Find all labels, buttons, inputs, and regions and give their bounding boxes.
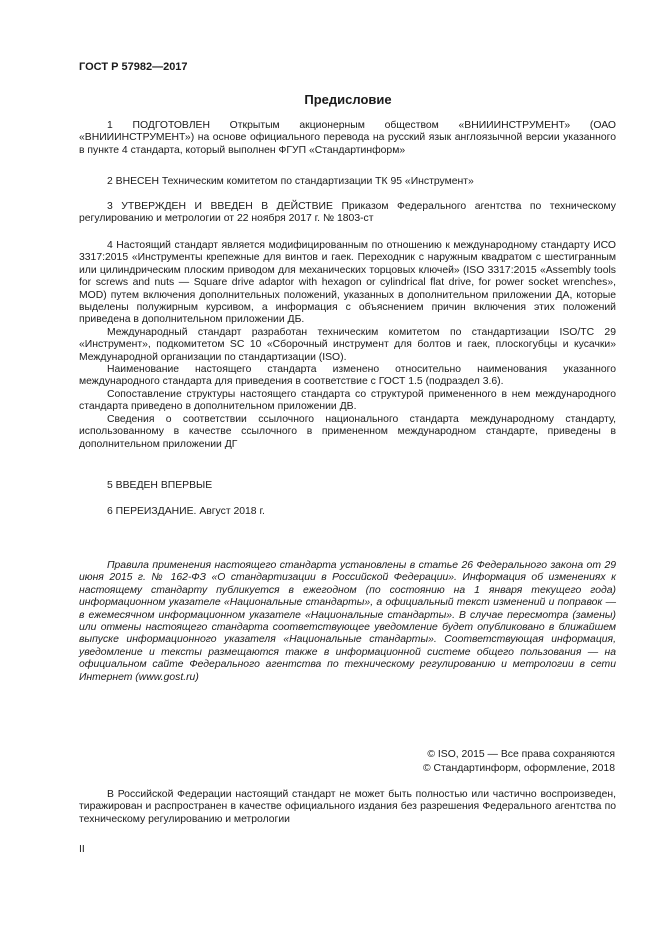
item-4-paragraph-2: Международный стандарт разработан техническим комитетом по стандартизации ISO/TC 29 «Инструмент», подкомитетом SC 10 «Сборочный инструмент для болтов и гаек, плоскогубцы и кусачки» Международной организации по стандартизации (ISO). — [79, 326, 616, 363]
usage-notice — [79, 560, 616, 684]
legal-notice-text: В Российской Федерации настоящий стандарт не может быть полностью или частично воспроизведен, тиражирован и распространен в качестве официального издания без разрешения Федерального агентства по техническому регулированию и метрологии — [79, 789, 616, 825]
item-5-text: 5 ВВЕДЕН ВПЕРВЫЕ — [107, 480, 213, 491]
item-6 — [79, 506, 616, 518]
item-3 — [79, 201, 616, 226]
item-5 — [79, 480, 616, 492]
legal-notice — [79, 789, 616, 826]
item-4-paragraph-5: Сведения о соответствии ссылочного национального стандарта международному стандарту, использованному в качестве ссылочного в примененном международном стандарте, приведены в дополнительном приложении ДГ — [79, 413, 616, 450]
item-1 — [79, 120, 616, 157]
item-2-text: 2 ВНЕСЕН Техническим комитетом по стандартизации ТК 95 «Инструмент» — [107, 176, 474, 187]
copyright-block — [423, 748, 615, 776]
page-number: II — [79, 844, 85, 855]
standard-code: ГОСТ Р 57982—2017 — [79, 61, 188, 73]
item-4-text: 4 Настоящий стандарт является модифицированным по отношению к международному стандарту ИСО 3317:2015 «Инструменты крепежные для винтов и гаек. Переходник с наружным квадратом с шестигранным или цилиндрическим плоским приводом для механических торцовых ключей» (ISO 3317:2015 «Assembly tools for screws and nuts — Square drive adaptor with hexagon or cylindrical flat drive, for power socket wrenches», MOD) путем включения дополнительных положений, указанных в дополнительном приложении ДА, которые выделены полужирным курсивом, а информация с объяснением причин включения этих положений приведена в дополнительном приложении ДБ. — [79, 240, 616, 326]
usage-notice-text: Правила применения настоящего стандарта установлены в статье 26 Федерального закона от 29 июня 2015 г. № 162-ФЗ «О стандартизации в Российской Федерации». Информация об изменениях к настоящему стандарту публикуется в ежегодном (по состоянию на 1 января текущего года) информационном указателе «Национальные стандарты», а официальный текст изменений и поправок — в ежемесячном информационном указателе «Национальные стандарты». В случае пересмотра (замены) или отмены настоящего стандарта соответствующее уведомление будет опубликовано в ближайшем выпуске информационного указателя «Национальные стандарты». Соответствующая информация, уведомление и тексты размещаются также в информационной системе общего пользования — на официальном сайте Федерального агентства по техническому регулированию и метрологии в сети Интернет (www.gost.ru) — [79, 560, 616, 683]
page-title: Предисловие — [304, 92, 392, 107]
item-1-text: 1 ПОДГОТОВЛЕН Открытым акционерным обществом «ВНИИИНСТРУМЕНТ» (ОАО «ВНИИИНСТРУМЕНТ») на основе официального перевода на русский язык англоязычной версии указанного в пункте 4 стандарта, который выполнен ФГУП «Стандартинформ» — [79, 120, 616, 156]
copyright-standartinform: © Стандартинформ, оформление, 2018 — [422, 763, 615, 774]
item-4-paragraph-3: Наименование настоящего стандарта изменено относительно наименования указанного международного стандарта для приведения в соответствие с ГОСТ 1.5 (подраздел 3.6). — [79, 364, 616, 388]
item-4 — [79, 240, 616, 451]
copyright-iso: © ISO, 2015 — Все права сохраняются — [427, 749, 615, 760]
item-2 — [79, 176, 616, 188]
item-3-text: 3 УТВЕРЖДЕН И ВВЕДЕН В ДЕЙСТВИЕ Приказом Федерального агентства по техническому регулированию и метрологии от 22 ноября 2017 г. № 1803-ст — [79, 201, 616, 225]
item-6-text: 6 ПЕРЕИЗДАНИЕ. Август 2018 г. — [107, 506, 265, 517]
item-4-paragraph-4: Сопоставление структуры настоящего стандарта со структурой примененного в нем международного стандарта приведено в дополнительном приложении ДВ. — [79, 388, 616, 413]
